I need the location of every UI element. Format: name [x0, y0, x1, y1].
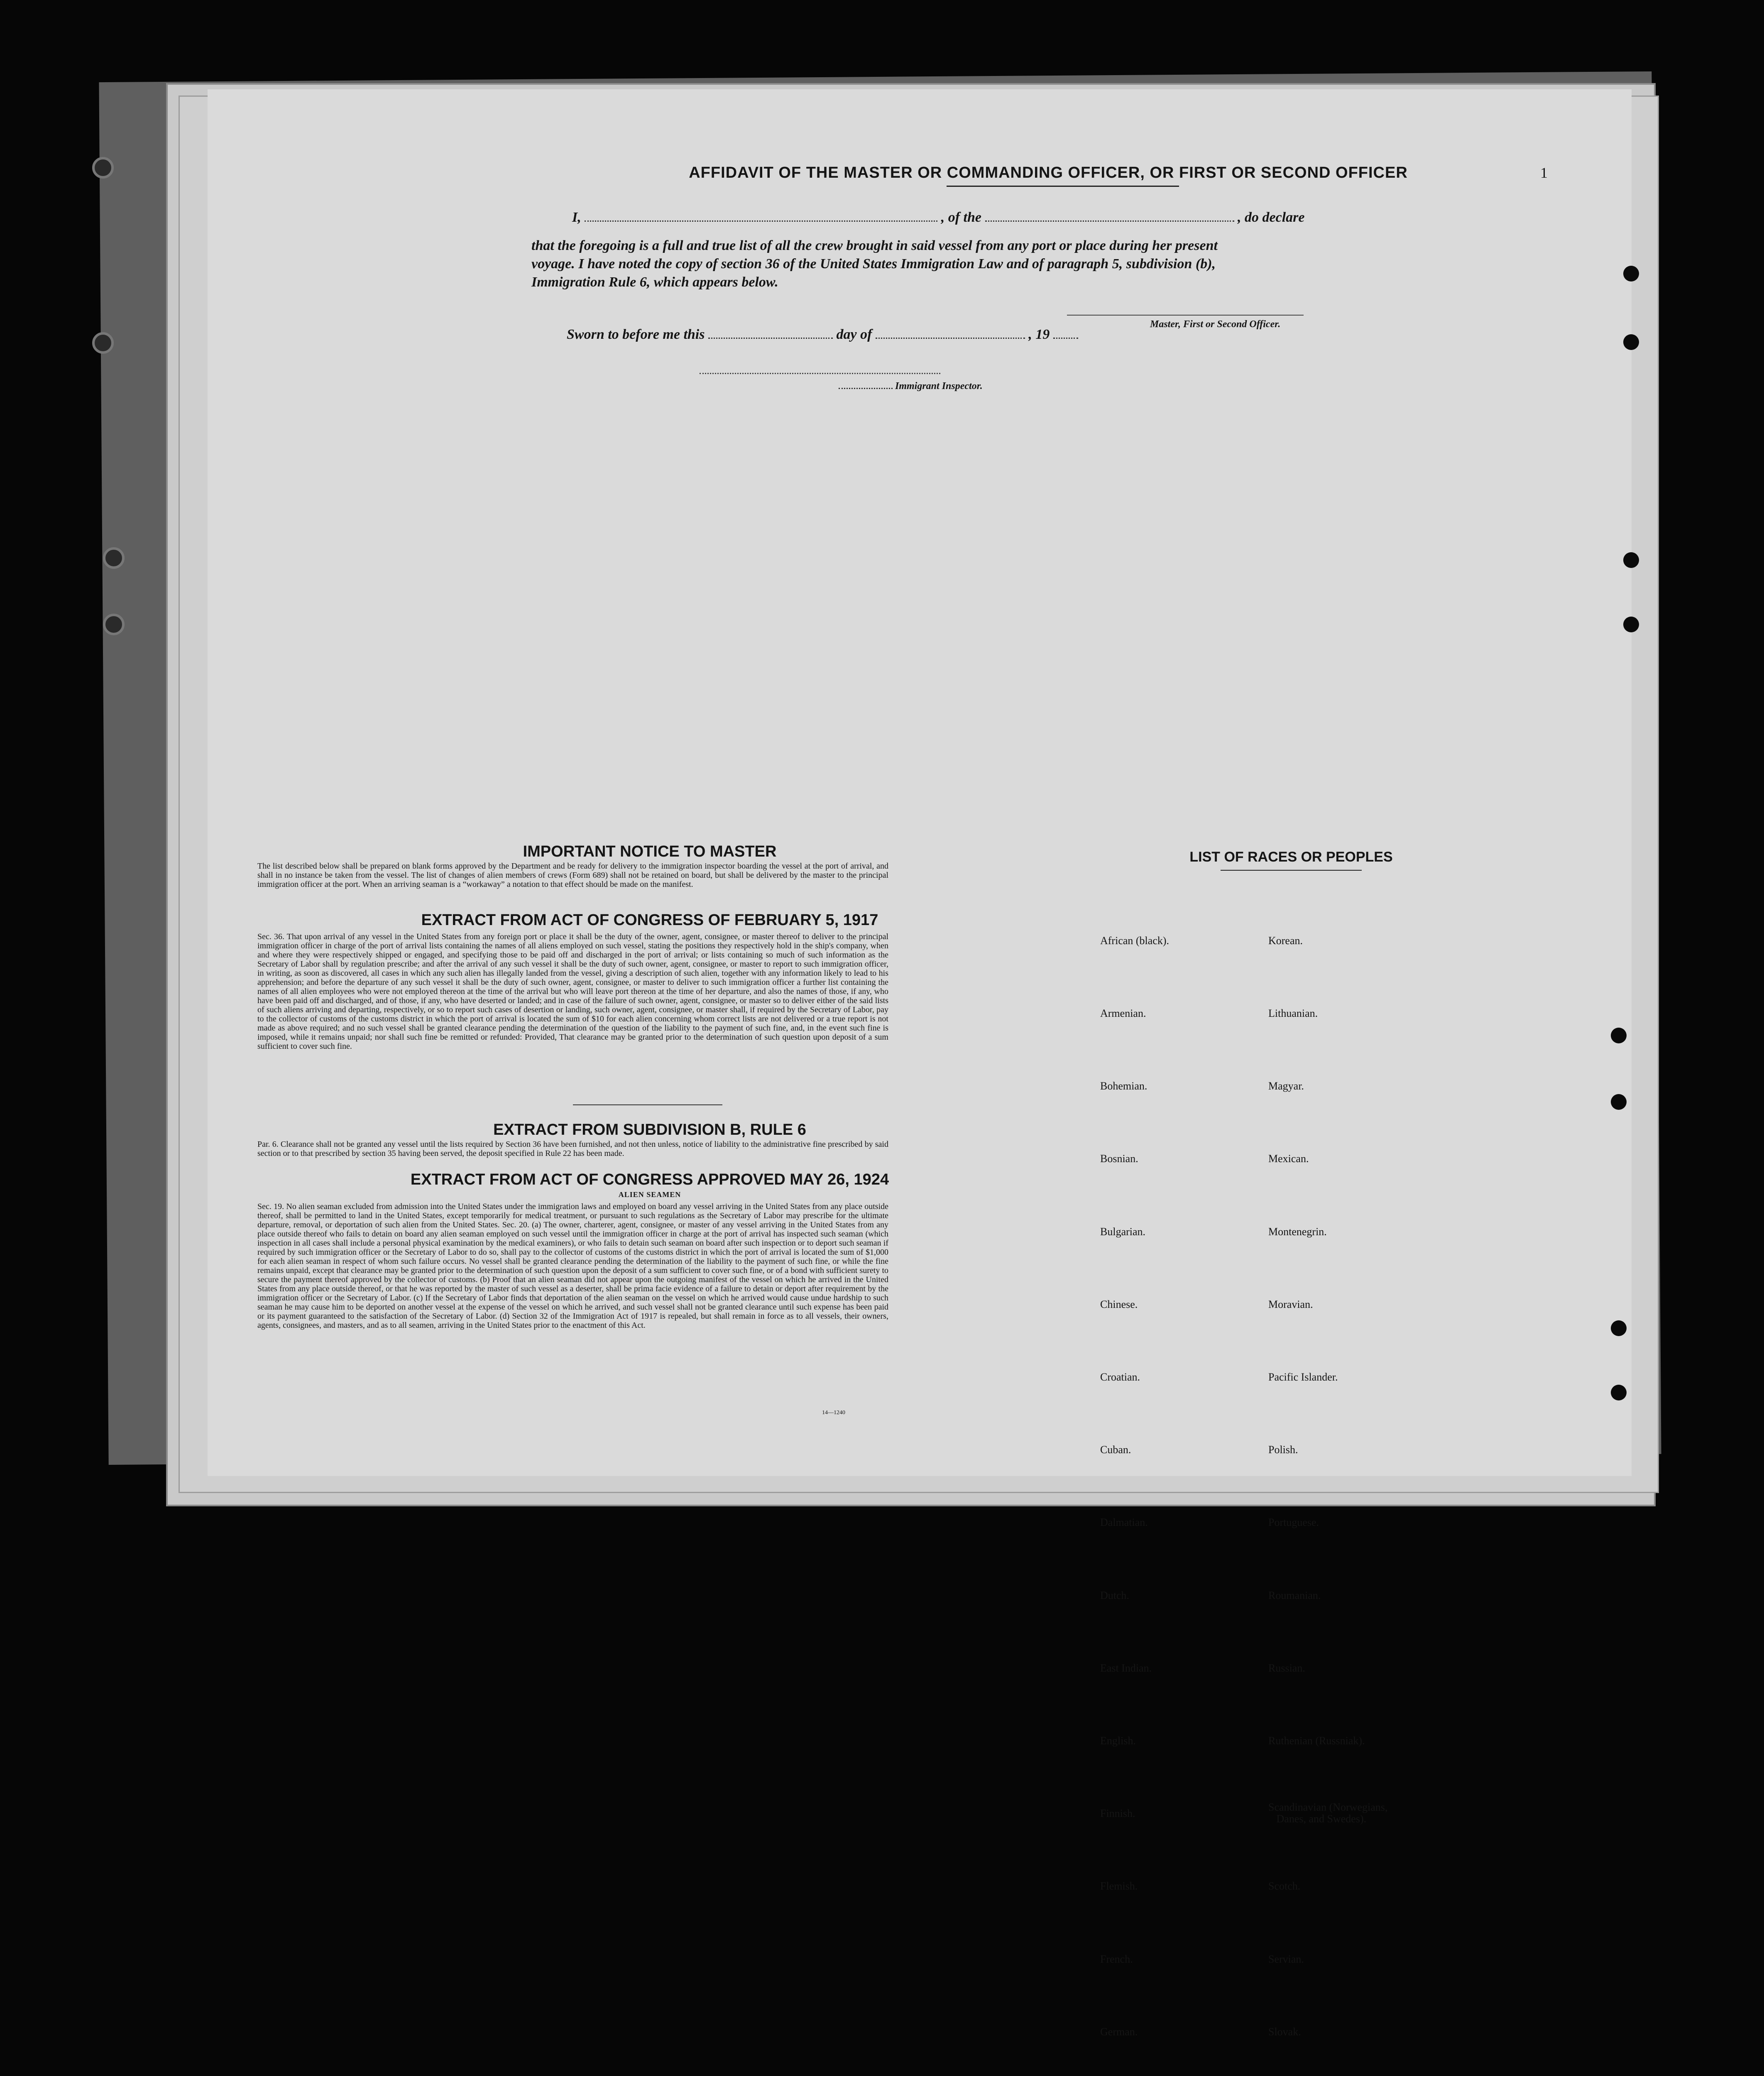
- race-item: Scotch.: [1268, 1880, 1301, 1892]
- race-item: African (black).: [1100, 934, 1169, 947]
- notice-title: IMPORTANT NOTICE TO MASTER: [523, 843, 777, 860]
- race-item: East Indian.: [1100, 1662, 1152, 1674]
- race-item: Bulgarian.: [1100, 1225, 1146, 1238]
- page-number: 1: [1540, 164, 1548, 181]
- race-item: Mexican.: [1268, 1153, 1309, 1165]
- extract-rule6-title: EXTRACT FROM SUBDIVISION B, RULE 6: [493, 1121, 806, 1138]
- punch-hole-icon: [1623, 334, 1639, 350]
- grommet-icon: [92, 332, 114, 354]
- extract-1917-text: Sec. 36. That upon arrival of any vessel in the United States from any foreign port or place it shall be the duty of the owner, agent, consignee, or master thereof to deliver to the principal immigration officer in charge of the port of arrival lists containing the names of all aliens employed on such vessel, stating the positions they respectively hold in the ship's company, when and where they were respectively shipped or engaged, and specifying those to be paid off and discharged in the port of arrival; or lists containing so much of such information as the Secretary of Labor shall by regulation prescribe; and after the arrival of any such vessel it shall be the duty of such owner, agent, consignee, or master to report to such immigration officer, in writing, as soon as discovered, all cases in which any such alien has illegally landed from the vessel, giving a description of such alien, together with any information likely to lead to his apprehension; and before the departure of any such vessel it shall be the duty of such owner, agent, consignee, or master to deliver to such immigration officer a further list containing the names of all alien employees who were not employed thereon at the time of the arrival but who will leave port thereon at the time of her departure, and also the names of those, if any, who have been paid off and discharged, and of those, if any, who have deserted or landed; and in case of the failure of such owner, agent, consignee, or master so to deliver either of the said lists of such aliens arriving and departing, respectively, or so to report such cases of desertion or landing, such owner, agent, consignee, or master shall, if required by the Secretary of Labor, pay to the collector of customs of the customs district in which the port of arrival is located the sum of $10 for each alien concerning whom correct lists are not delivered or a true report is not made as above required; and no such vessel shall be granted clearance pending the determination of the question of the liability to the payment of such fine, and, in the event such fine is imposed, while it remains unpaid; nor shall such fine be remitted or refunded: Provided, That clearance may be granted prior to the determination of such question upon deposit of a sum sufficient to cover such fine.: [257, 932, 888, 1051]
- sworn-month-field[interactable]: [876, 327, 1025, 339]
- race-item: French.: [1100, 1953, 1133, 1965]
- race-item: Moravian.: [1268, 1298, 1313, 1310]
- punch-hole-icon: [1611, 1320, 1627, 1336]
- race-item: Dutch.: [1100, 1589, 1130, 1601]
- declaration-line-3: voyage. I have noted the copy of section 36 of the United States Immigration Law and of paragraph 5, subdivision (b),: [531, 256, 1216, 272]
- manifest-sheet: [208, 89, 1632, 2038]
- do-declare-label: , do declare: [1238, 210, 1305, 225]
- master-name-field[interactable]: [585, 210, 937, 222]
- races-column-2: [1268, 880, 1392, 2076]
- master-signature-label: Master, First or Second Officer.: [1150, 319, 1281, 330]
- race-item: Bosnian.: [1100, 1153, 1138, 1165]
- race-item: Magyar.: [1268, 1080, 1304, 1092]
- races-title-underline: [1221, 870, 1362, 871]
- race-item: Korean.: [1268, 934, 1303, 947]
- race-item: Polish.: [1268, 1444, 1298, 1456]
- declaration-line-1: [572, 210, 1304, 225]
- races-column-1: [1100, 880, 1169, 2076]
- grommet-icon: [103, 614, 125, 635]
- extract-1924-title: EXTRACT FROM ACT OF CONGRESS APPROVED MAY 26, 1924: [410, 1171, 889, 1188]
- races-title: LIST OF RACES OR PEOPLES: [1189, 849, 1393, 865]
- race-item: Bohemian.: [1100, 1080, 1147, 1092]
- sworn-year-field[interactable]: [1053, 327, 1078, 339]
- race-item: Armenian.: [1100, 1007, 1146, 1020]
- punch-hole-icon: [1611, 1094, 1627, 1110]
- sworn-before-label: Sworn to before me this: [567, 327, 705, 342]
- race-item: Roumanian.: [1268, 1589, 1321, 1601]
- race-item: Servian.: [1268, 1953, 1304, 1965]
- day-of-label: day of: [836, 327, 872, 342]
- race-item: Ruthenian (Russniak).: [1268, 1735, 1365, 1747]
- race-item: Dalmatian.: [1100, 1516, 1148, 1529]
- race-item: Cuban.: [1100, 1444, 1131, 1456]
- section-divider: [573, 1104, 722, 1105]
- extract-rule6-text: Par. 6. Clearance shall not be granted any vessel until the lists required by Section 36 have been furnished, and not then unless, notice of liability to the administrative fine prescribed by said section or to that prescribed by section 35 having been served, the deposit specified in Rule 22 has been made.: [257, 1140, 888, 1158]
- race-item: Slovak.: [1268, 2025, 1301, 2038]
- race-item: Portuguese.: [1268, 1516, 1319, 1529]
- notice-text: The list described below shall be prepared on blank forms approved by the Department and be ready for delivery to the immigration inspector boarding the vessel at the port of arrival, and shall in no instance be taken from the vessel. The list of changes of alien members of crews (Form 689) shall not be retained on board, but shall be delivered by the master to the principal immigration officer at the port. When an arriving seaman is a “workaway” a notation to that effect should be made on the manifest.: [257, 862, 888, 889]
- sworn-day-field[interactable]: [708, 327, 833, 339]
- race-item: Lithuanian.: [1268, 1007, 1318, 1020]
- sworn-line: [567, 327, 1078, 343]
- of-the-label: , of the: [941, 210, 982, 225]
- race-item: Russian.: [1268, 1662, 1305, 1674]
- race-item: Scandinavian (Norwegians, Danes, and Swedes).: [1268, 1801, 1388, 1825]
- year-prefix-label: , 19: [1028, 327, 1050, 342]
- punch-hole-icon: [1623, 552, 1639, 568]
- inspector-signature-line[interactable]: [700, 373, 940, 374]
- race-item: Croatian.: [1100, 1371, 1140, 1383]
- race-item: German.: [1100, 2025, 1138, 2038]
- inspector-dots: [839, 382, 893, 389]
- title-underline: [947, 186, 1179, 187]
- inspector-label: [839, 381, 983, 392]
- declaration-line-2: that the foregoing is a full and true list of all the crew brought in said vessel from any port or place during her present: [531, 238, 1218, 253]
- extract-1917-title: EXTRACT FROM ACT OF CONGRESS OF FEBRUARY 5, 1917: [421, 911, 878, 929]
- vessel-name-field[interactable]: [985, 210, 1234, 222]
- punch-hole-icon: [1623, 617, 1639, 632]
- affidavit-title: AFFIDAVIT OF THE MASTER OR COMMANDING OFFICER, OR FIRST OR SECOND OFFICER: [689, 164, 1408, 181]
- extract-1924-text: Sec. 19. No alien seaman excluded from admission into the United States under the immigration laws and employed on board any vessel arriving in the United States from any place outside thereof, shall be permitted to land in the United States, except temporarily for medical treatment, or pursuant to such regulations as the Secretary of Labor may prescribe for the ultimate departure, removal, or deportation of such alien from the United States. Sec. 20. (a) The owner, charterer, agent, consignee, or master of any vessel arriving in the United States from any place outside thereof who fails to detain on board any alien seaman employed on such vessel until the immigration officer in charge at the port of arrival has inspected such seaman (which inspection in all cases shall include a personal physical examination by the medical examiners), or who fails to detain such seaman on board after such inspection or to deport such seaman if required by such immigration officer or the Secretary of Labor to do so, shall pay to the collector of customs of the customs district in which the port of arrival is located the sum of $1,000 for each alien seaman in respect of whom such failure occurs. No vessel shall be granted clearance pending the determination of the liability to the payment of such fine, or while the fine remains unpaid, except that clearance may be granted prior to the determination of such question upon the deposit of a sum sufficient to cover such fine, or of a bond with sufficient surety to secure the payment thereof approved by the collector of customs. (b) Proof that an alien seaman did not appear upon the outgoing manifest of the vessel on which he arrived in the United States from any place outside thereof, or that he was reported by the master of such vessel as a deserter, shall be prima facie evidence of a failure to detain or deport after requirement by the immigration officer or the Secretary of Labor. (c) If the Secretary of Labor finds that deportation of the alien seaman on the vessel on which he arrived would cause undue hardship to such seaman he may cause him to be deported on another vessel at the expense of the vessel on which he arrived, and such vessel shall not be granted clearance until such expense has been paid or its payment guaranteed to the satisfaction of the Secretary of Labor. (d) Section 32 of the Immigration Act of 1917 is repealed, but shall remain in force as to all vessels, their owners, agents, consignees, and masters, and as to all seamen, arriving in the United States prior to the enactment of this Act.: [257, 1202, 888, 1330]
- race-item: Finnish.: [1100, 1807, 1135, 1820]
- race-item: Montenegrin.: [1268, 1225, 1327, 1238]
- extract-1924-subtitle: ALIEN SEAMEN: [618, 1190, 681, 1199]
- form-code: 14—1240: [822, 1410, 845, 1416]
- punch-hole-icon: [1611, 1028, 1627, 1043]
- race-item: Chinese.: [1100, 1298, 1138, 1310]
- race-item: Pacific Islander.: [1268, 1371, 1338, 1383]
- declaration-line-4: Immigration Rule 6, which appears below.: [531, 274, 778, 290]
- inspector-label-text: Immigrant Inspector.: [895, 381, 983, 392]
- grommet-icon: [92, 157, 114, 179]
- master-signature-line[interactable]: [1067, 315, 1304, 316]
- declaration-i-label: I,: [572, 210, 581, 225]
- grommet-icon: [103, 547, 125, 569]
- punch-hole-icon: [1623, 266, 1639, 282]
- race-item: Flemish.: [1100, 1880, 1138, 1892]
- race-item: English.: [1100, 1735, 1136, 1747]
- punch-hole-icon: [1611, 1385, 1627, 1400]
- declaration-body: [531, 237, 1569, 291]
